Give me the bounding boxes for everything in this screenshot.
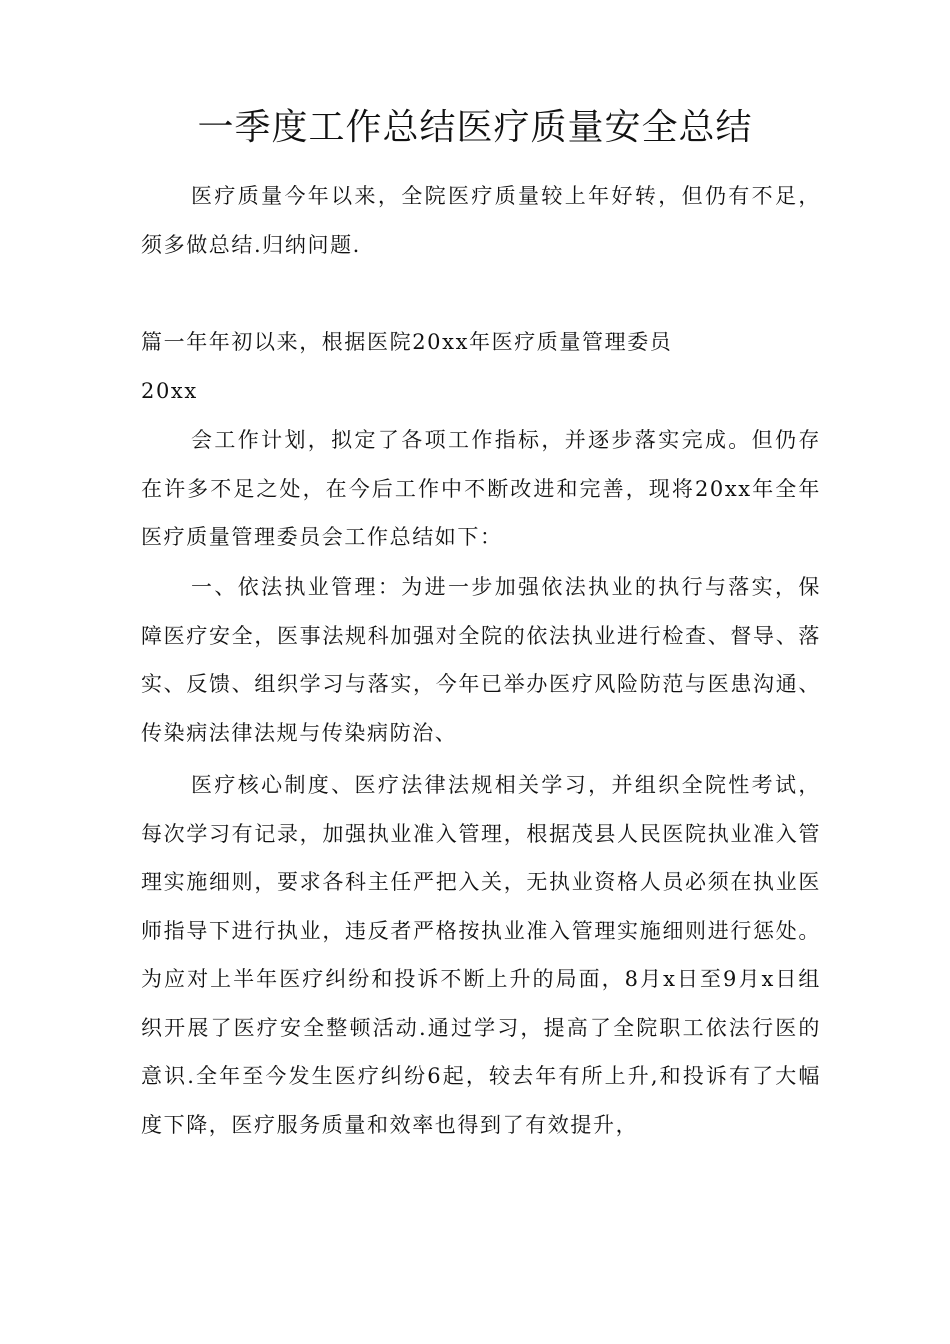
- chapter-line: 篇一年年初以来，根据医院20xx年医疗质量管理委员: [141, 330, 673, 354]
- plan-paragraph: 会工作计划，拟定了各项工作指标，并逐步落实完成。但仍存在许多不足之处，在今后工作中不断改进和完善，现将20xx年全年医疗质量管理委员会工作总结如下：: [141, 428, 821, 549]
- law-management-paragraph: 一、依法执业管理：为进一步加强依法执业的执行与落实，保障医疗安全，医事法规科加强对全院的依法执业进行检查、督导、落实、反馈、组织学习与落实，今年已举办医疗风险防范与医患沟通、传染病法律法规与传染病防治、: [141, 575, 821, 745]
- document-title: 一季度工作总结医疗质量安全总结: [197, 107, 753, 148]
- intro-paragraph: 医疗质量今年以来，全院医疗质量较上年好转，但仍有不足，须多做总结.归纳问题.: [141, 184, 821, 257]
- year-line: 20xx: [141, 379, 198, 403]
- core-system-paragraph: 医疗核心制度、医疗法律法规相关学习，并组织全院性考试，每次学习有记录，加强执业准入管理，根据茂县人民医院执业准入管理实施细则，要求各科主任严把入关，无执业资格人员必须在执业医师指导下进行执业，违反者严格按执业准入管理实施细则进行惩处。为应对上半年医疗纠纷和投诉不断上升的局面，8月x日至9月x日组织开展了医疗安全整顿活动.通过学习，提高了全院职工依法行医的意识.全年至今发生医疗纠纷6起，较去年有所上升,和投诉有了大幅度下降，医疗服务质量和效率也得到了有效提升，: [141, 773, 821, 1137]
